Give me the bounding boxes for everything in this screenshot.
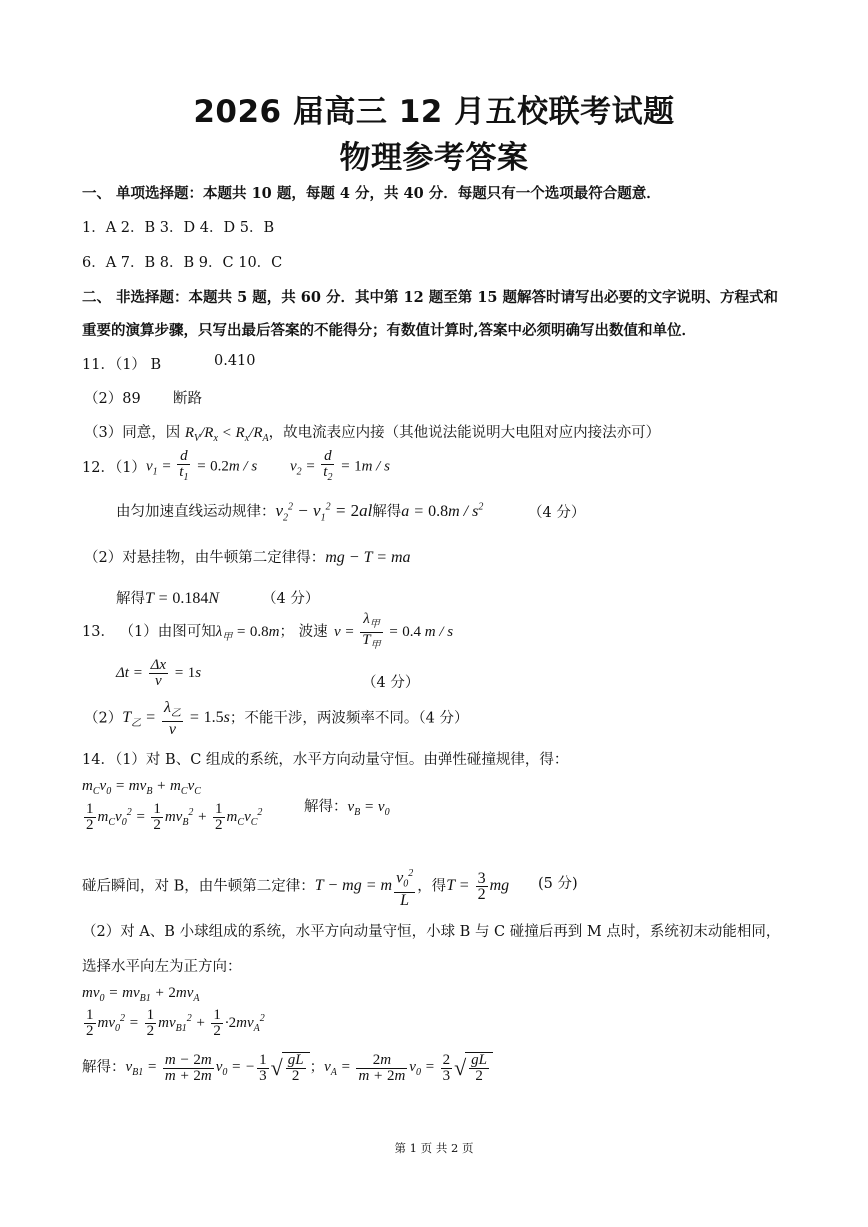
q14-part2-momentum-eq: $mv_0 = mv_{B1} + 2mv_A$ <box>82 985 200 1004</box>
q14-vb-result: $v_B = v_0$ <box>347 799 390 818</box>
page-title: 2026 届高三 12 月五校联考试题 <box>193 94 675 130</box>
q13-period-formula: $T_乙$ = $\frac{\lambda_乙}{v}$ = 1.5s <box>122 699 230 739</box>
section1-answers-row2: 6．A 7．B 8．B 9．C 10．C <box>82 255 283 271</box>
q11-part3-pre: （3）同意，因 <box>84 425 185 441</box>
section1-header: 一、 单项选择题：本题共 10 题，每题 4 分，共 40 分．每题只有一个选项最符合题意． <box>82 185 661 202</box>
q12-solve-text: 解得 <box>372 504 402 520</box>
q14-part1-comma: ，得 <box>417 878 447 895</box>
q14-part2-energy-eq: $\frac{1}{2}$ $mv_0^2$ = $\frac{1}{2}$ $mv_{B1}^2$ + $\frac{1}{2}$ $\cdot 2mv_A^2$ <box>86 1007 265 1039</box>
q11-part1-value: 0.410 <box>214 353 256 369</box>
q14-part2-sep: ； <box>309 1059 325 1076</box>
q13-time-formula: Δt = $\frac{\Delta x}{v}$ = 1s <box>116 657 202 689</box>
q12-v1-formula: $v_1$ = $\frac{d}{t_1}$ = 0.2m / s <box>146 448 258 483</box>
q12-part1-solution <box>116 500 483 523</box>
q12-acceleration-result: $a = 0.8m / s^2$ <box>401 501 484 520</box>
q13-part2-text: ；不能干涉，两波频率不同。（4 分） <box>229 710 469 727</box>
q12-part2-text: （2）对悬挂物，由牛顿第二定律得： <box>84 550 326 566</box>
page-footer: 第 1 页 共 2 页 <box>394 1141 474 1155</box>
q14-momentum-eq: $m_Cv_0 = mv_B + m_Cv_C$ <box>82 778 201 797</box>
q11-part1-label: 11．（1） B <box>82 357 162 373</box>
q12-rule-text: 由匀加速直线运动规律： <box>116 504 276 520</box>
q14-energy-eq: $\frac{1}{2}$ $m_Cv_0^2$ = $\frac{1}{2}$ $mv_B^2$ + $\frac{1}{2}$ $m_Cv_C^2$ <box>86 801 263 833</box>
q12-kinematics-eq: $v_2^2 - v_1^2 = 2al$ <box>275 501 373 524</box>
q11-part2-label: （2）89 <box>84 391 141 407</box>
q12-v2-formula: $v_2$ = $\frac{d}{t_2}$ = 1m / s <box>290 448 390 483</box>
section2-header-line1: 二、 非选择题：本题共 5 题，共 60 分．其中第 12 题至第 15 题解答时请写出必要的文字说明、方程式和 <box>82 289 779 306</box>
q13-label: 13． （1）由图可知 <box>82 624 216 640</box>
q14-part1-solve-text: 解得： <box>304 799 348 815</box>
q13-wave-text: ； 波速 <box>279 624 328 640</box>
q12-tension-result: T = 0.184N <box>145 590 220 607</box>
q11-part2-value: 断路 <box>173 391 202 407</box>
q11-part3 <box>84 421 660 444</box>
q12-part2-solve-text: 解得 <box>116 591 145 607</box>
q14-score1: (5 分) <box>538 876 578 892</box>
q12-label: 12．（1） <box>82 460 146 476</box>
q13-part2-label: （2） <box>84 710 123 727</box>
q14-vb1-result: $v_{B1}$ = $\frac{m - 2m}{m + 2m}$ $v_0$ = − $\frac{1}{3}$ √ $\frac{gL}{2}$ <box>126 1059 310 1075</box>
q13-wave-speed-formula: v = $\frac{\lambda_甲}{T_甲}$ = 0.4 m / s <box>334 611 454 651</box>
q14-tension-eq: T − mg = m $\frac{v_0^2}{L}$ <box>314 868 414 909</box>
q14-part1-intro: 14．（1）对 B、C 组成的系统，水平方向动量守恒。由弹性碰撞规律，得： <box>82 752 569 768</box>
q14-part1-after <box>82 866 509 908</box>
section2-header-line2: 重要的演算步骤，只写出最后答案的不能得分；有数值计算时,答案中必须明确写出数值和单位． <box>82 322 697 339</box>
q11-part3-post: ，故电流表应内接（其他说法能说明大电阻对应内接法亦可） <box>268 425 661 441</box>
q13-part2 <box>84 700 469 737</box>
q14-part2-solution <box>82 1052 493 1084</box>
q14-part2-line1: （2）对 A、B 小球组成的系统，水平方向动量守恒，小球 B 与 C 碰撞后再到 M 点时，系统初末动能相同， <box>82 924 781 940</box>
q12-newton-eq: mg − T = ma <box>325 549 411 566</box>
q14-part1-after-text: 碰后瞬间，对 B，由牛顿第二定律： <box>82 878 315 895</box>
q14-va-result: $v_A$ = $\frac{2m}{m + 2m}$ $v_0$ = $\frac{2}{3}$ √ $\frac{gL}{2}$ <box>324 1059 493 1075</box>
page-subtitle: 物理参考答案 <box>339 140 529 176</box>
section1-answers-row1: 1．A 2．B 3．D 4．D 5．B <box>82 220 275 236</box>
q11-resistance-relation: $R_V/R_x < R_x/R_A$ <box>184 425 269 444</box>
q12-score1: （4 分） <box>528 505 586 521</box>
q14-tension-result: T = $\frac{3}{2}$ mg <box>446 870 510 904</box>
q13-part1 <box>82 620 328 643</box>
q12-score2: （4 分） <box>262 591 320 607</box>
q13-score1: （4 分） <box>362 675 420 691</box>
q14-part2-line2: 选择水平向左为正方向： <box>82 959 242 975</box>
q12-part2-solution <box>116 587 219 608</box>
q12-part2 <box>84 546 411 567</box>
q14-part2-solve-text: 解得： <box>82 1059 126 1076</box>
q14-part1-solve <box>304 795 390 818</box>
q13-wavelength: $\lambda_甲 = 0.8m$ <box>215 624 280 643</box>
